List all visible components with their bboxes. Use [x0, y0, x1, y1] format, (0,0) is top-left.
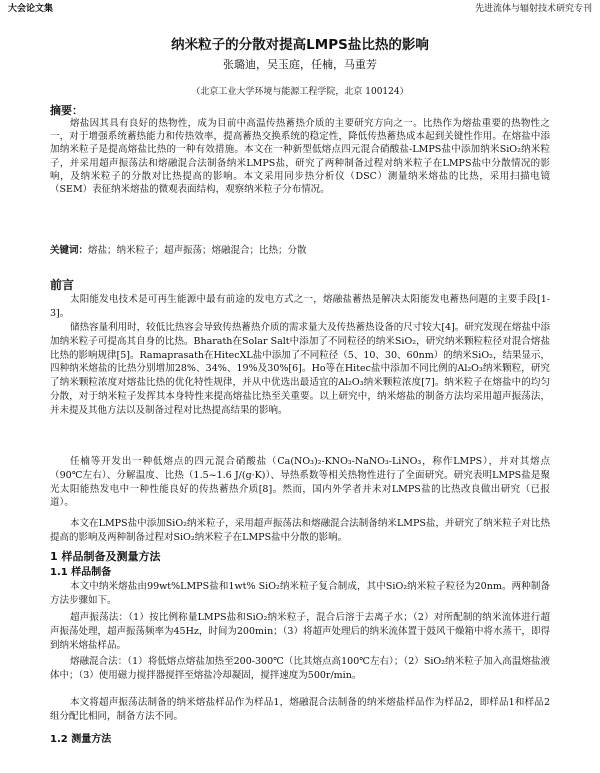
intro-paragraph-4: 本文在LMPS盐中添加SiO₂纳米粒子，采用超声振荡法和熔融混合法制备纳米LMPS盐，并研究了纳米粒子对比热提高的影响及两种制备过程对SiO₂纳米粒子在LMPS盐中分散的影响。 [50, 518, 550, 543]
prep-paragraph-1: 本文中纳米熔盐由99wt%LMPS盐和1wt% SiO₂纳米粒子复合制成，其中SiO₂纳米粒子粒径为20nm。两种制备方法步骤如下。 [50, 581, 550, 606]
prep-paragraph-ultrasonic: 超声振荡法：（1）按比例称量LMPS盐和SiO₂纳米粒子，混合后溶于去离子水；（2）对所配制的纳米流体进行超声振荡处理，超声振荡频率为45Hz，时间为200min；（3）将超声处理后的纳米流体置于鼓风干燥箱中将水蒸干，即得到纳米熔盐样品。 [50, 612, 550, 651]
prep-paragraph-samples: 本文将超声振荡法制备的纳米熔盐样品作为样品1，熔融混合法制备的纳米熔盐样品作为样品2，即样品1和样品2组分配比相同，制备方法不同。 [50, 697, 550, 722]
keywords-text: 熔盐；纳米粒子；超声振荡；熔融混合；比热；分散 [88, 245, 307, 256]
section-heading-intro: 前言 [50, 278, 75, 292]
intro-paragraph-2: 储热容量利用时，较低比热容会导致传热蓄热介质的需求量大及传热蓄热设备的尺寸较大[4]。研究发现在熔盐中添加纳米粒子可提高其自身的比热。Bharath在Solar Salt中添加了不同粒径的纳米SiO₂，研究纳米颗粒粒径对混合熔盐比热的影响规律[5]。Ramaprasath在HitecXL盐中添加了不同粒径（5、10、30、60nm）的纳米SiO₂，结果显示，四种纳米熔盐的比热分别增加28%、34%、19%及30%[6]。Ho等在Hitec盐中添加不同比例的Al₂O₃纳米颗粒，研究了纳米颗粒浓度对熔盐比热的优化特性规律，并从中优选出最适宜的Al₂O₃纳米颗粒浓度[7]。纳米粒子在熔盐中的均匀分散，对于纳米粒子发挥其本身特性来提高熔盐比热至关重要。以上研究中，纳米熔盐的制备方法均采用超声振荡法，并未提及其他方法以及制备过程对比热提高结果的影响。 [50, 322, 550, 416]
paper-title: 纳米粒子的分散对提高LMPS盐比热的影响 [171, 37, 429, 53]
authors: 张璐迪，吴玉庭，任楠，马重芳 [223, 58, 377, 71]
affiliation: （北京工业大学环境与能源工程学院，北京 100124） [191, 87, 409, 97]
abstract-text: 熔盐因其具有良好的热物性，成为目前中高温传热蓄热介质的主要研究方向之一。比热作为熔盐重要的热物性之一，对于增强系统蓄热能力和传热效率，提高蓄热交换系统的稳定性，降低传热蓄热成本起到关键性作用。在熔盐中添加纳米粒子是提高熔盐比热的一种有效措施。本文在一种新型低熔点四元混合硝酸盐-LMPS盐中添加纳米SiO₂纳米粒子，并采用超声振荡法和熔融混合法制备纳米LMPS盐，研究了两种制备过程对纳米粒子在LMPS盐中分散情况的影响，及纳米粒子的分散对比热提高的影响。本文采用同步热分析仪（DSC）测量纳米熔盐的比热，采用扫描电镜（SEM）表征纳米熔盐的微观表面结构，观察纳米粒子分布情况。 [50, 118, 550, 196]
header-left: 大会论文集 [8, 4, 54, 14]
keywords [50, 244, 550, 257]
keywords-label: 关键词： [50, 245, 89, 256]
header-right: 先进流体与辐射技术研究专刊 [474, 4, 592, 14]
abstract-heading: 摘要： [50, 104, 83, 117]
subsection-heading-measurement: 1.2 测量方法 [50, 734, 112, 745]
subsection-heading-preparation: 1.1 样品制备 [50, 567, 112, 578]
intro-paragraph-1: 太阳能发电技术是可再生能源中最有前途的发电方式之一，熔融盐蓄热是解决太阳能发电蓄热问题的主要手段[1-3]。 [50, 294, 550, 319]
prep-paragraph-melt: 熔融混合法：（1）将低熔点熔盐加热至200-300℃（比其熔点高100℃左右）；（2）SiO₂纳米粒子加入高温熔盐液体中；（3）使用磁力搅拌器搅拌至熔盐冷却凝固，搅拌速度为500r/min。 [50, 656, 550, 681]
running-header [0, 0, 600, 14]
intro-paragraph-3: 任楠等开发出一种低熔点的四元混合硝酸盐（Ca(NO₃)₂-KNO₃-NaNO₃-LiNO₃，称作LMPS），并对其熔点（90℃左右）、分解温度、比热（1.5~1.6 J/(g·K)）、导热系数等相关热物性进行了全面研究。研究表明LMPS盐是聚光太阳能热发电中一种性能良好的传热蓄热介质[8]。然而，国内外学者并未对LMPS盐的比热改良做出研究（已报道）。 [50, 456, 550, 509]
section-heading-methods: 1 样品制备及测量方法 [50, 550, 161, 563]
